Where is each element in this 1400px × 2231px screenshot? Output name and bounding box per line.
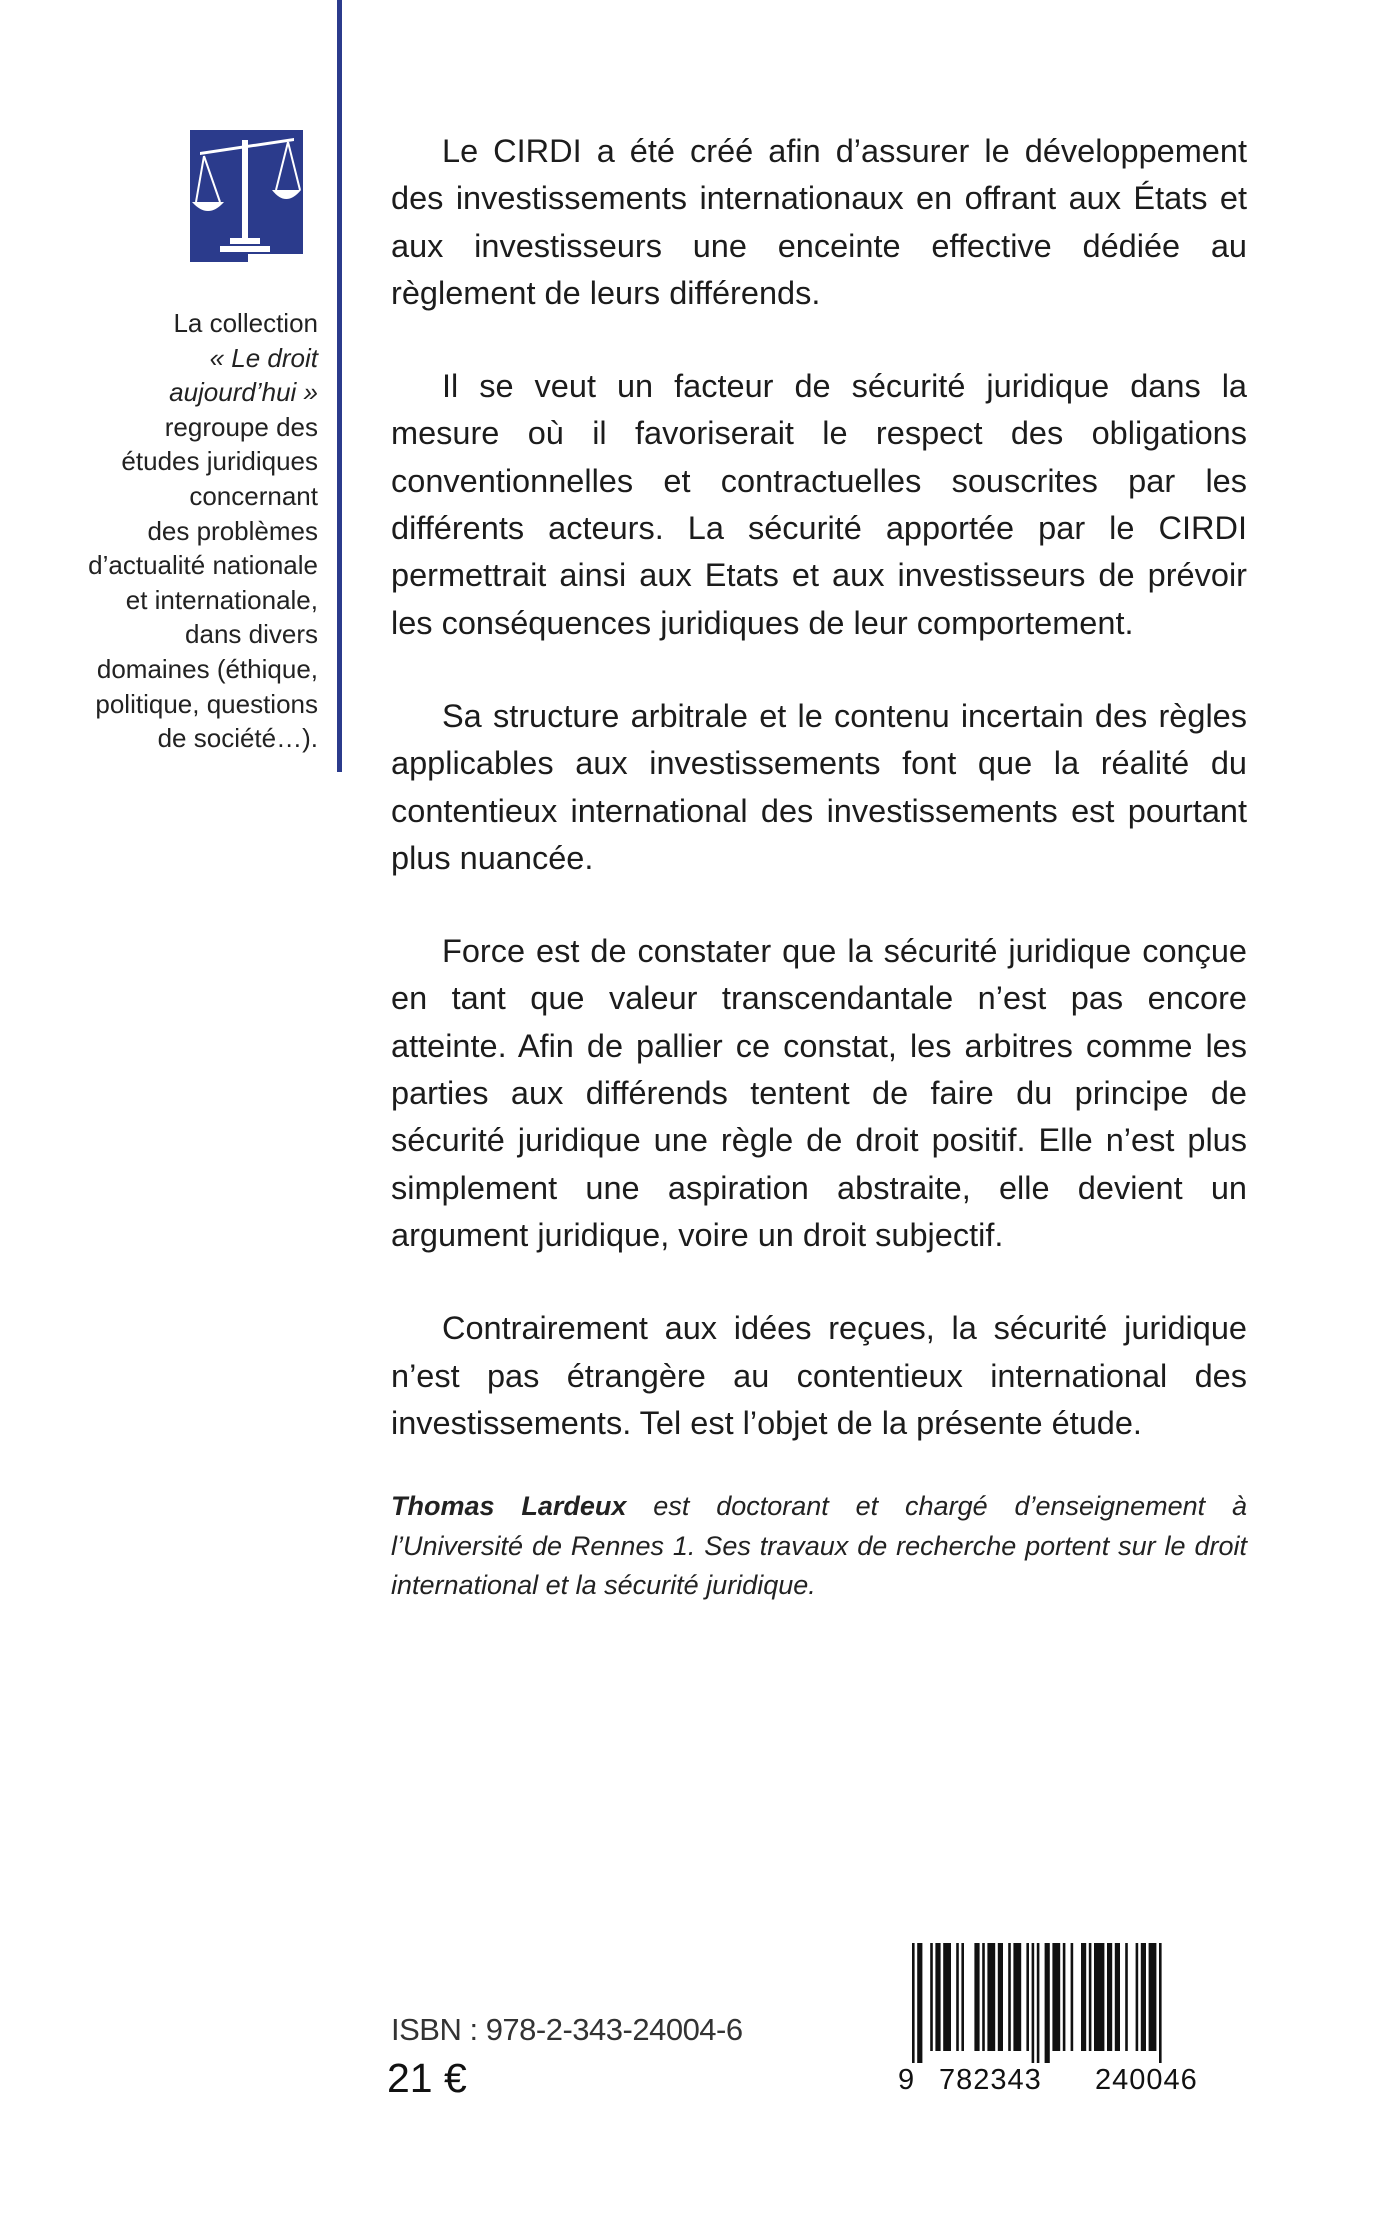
barcode-bar [1141, 1943, 1146, 2051]
vertical-rule [337, 0, 342, 772]
barcode-bar [943, 1943, 951, 2051]
barcode-bar [1063, 1943, 1066, 2051]
collection-name: « Le droit [209, 342, 318, 373]
barcode-bar [935, 1943, 940, 2051]
collection-line: études juridiques [121, 446, 318, 477]
collection-line: dans divers [185, 619, 318, 650]
collection-line: domaines (éthique, [96, 653, 318, 684]
barcode-right-group: 240046 [1095, 2064, 1198, 2096]
barcode-bar [917, 1943, 922, 2063]
barcode-bar [987, 1943, 995, 2051]
barcode-bar [912, 1943, 915, 2063]
collection-line: des problèmes [147, 515, 318, 546]
barcode-bar [1071, 1943, 1074, 2051]
barcode-bar [1013, 1943, 1021, 2051]
barcode-lead-digit: 9 [898, 2064, 916, 2096]
barcode-bar [1081, 1943, 1086, 2051]
collection-name: aujourd’hui » [169, 377, 318, 408]
barcode-bar [982, 1943, 985, 2051]
body-paragraph: Il se veut un facteur de sécurité juridique dans la mesure où il favoriserait le respect des obligations conventionnelles et contractuelles souscrites par les différents acteurs. La sécurité apportée par le CIRDI permettrait ainsi aux Etats et aux investisseurs de prévoir les conséquences juridiques de leur comportement. [391, 368, 1247, 641]
collection-description [48, 306, 318, 756]
author-bio [391, 1487, 1247, 1606]
collection-line: concernant [189, 480, 318, 511]
barcode-bar [1037, 1943, 1040, 2063]
barcode-bar [1159, 1943, 1162, 2063]
barcode-bar [1094, 1943, 1104, 2051]
price: 21 € [387, 2055, 467, 2101]
barcode-left-group: 782343 [939, 2064, 1042, 2096]
body-paragraph: Contrairement aux idées reçues, la sécurité juridique n’est pas étrangère au contentieux international des investissements. Tel est l’objet de la présente étude. [391, 1310, 1247, 1441]
barcode-bar [930, 1943, 933, 2051]
scales-of-justice-icon [190, 130, 303, 262]
barcode-bar [1052, 1943, 1060, 2051]
barcode-bar [1089, 1943, 1092, 2051]
collection-line: politique, questions [95, 688, 318, 719]
author-name: Thomas Lardeux [391, 1491, 627, 1521]
body-paragraph: Force est de constater que la sécurité juridique conçue en tant que valeur transcendantale n’est pas encore atteinte. Afin de pallier ce constat, les arbitres comme les parties aux différends tentent de faire du principe de sécurité juridique une règle de droit positif. Elle n’est plus simplement une aspiration abstraite, elle devient un argument juridique, voire un droit subjectif. [391, 933, 1247, 1253]
barcode-bars [908, 1943, 1244, 2063]
barcode-bar [1045, 1943, 1050, 2063]
barcode-bar [961, 1943, 964, 2051]
barcode-bar [1026, 1943, 1029, 2051]
barcode-bar [974, 1943, 979, 2051]
body-paragraph: Le CIRDI a été créé afin d’assurer le développement des investissements internationaux en offrant aux États et aux investisseurs une enceinte effective dédiée au règlement de leurs différends. [391, 133, 1247, 311]
collection-line: La collection [173, 308, 318, 338]
back-cover-text [391, 128, 1247, 1493]
barcode-bar [1107, 1943, 1112, 2051]
barcode-bar [998, 1943, 1003, 2051]
barcode-bar [1136, 1943, 1139, 2051]
collection-line: d’actualité nationale [88, 550, 318, 581]
isbn: ISBN : 978-2-343-24004-6 [391, 2012, 743, 2047]
barcode-bar [956, 1943, 959, 2051]
barcode-bar [1032, 1943, 1035, 2063]
barcode-bar [1125, 1943, 1128, 2051]
collection-line: et internationale, [125, 584, 318, 615]
collection-logo [190, 130, 303, 262]
author-bio-text: est doctorant et chargé d’enseignement à l’Université de Rennes 1. Ses travaux de recherche portent sur le droit international et la sécurité juridique. [391, 1491, 1247, 1600]
barcode-bar [1008, 1943, 1011, 2051]
barcode-bar [1149, 1943, 1157, 2051]
collection-line: regroupe des [164, 411, 318, 442]
body-paragraph: Sa structure arbitrale et le contenu incertain des règles applicables aux investissements font que la réalité du contentieux international des investissements est pourtant plus nuancée. [391, 697, 1247, 876]
collection-line: de société…). [157, 723, 318, 754]
barcode-bar [1115, 1943, 1120, 2051]
